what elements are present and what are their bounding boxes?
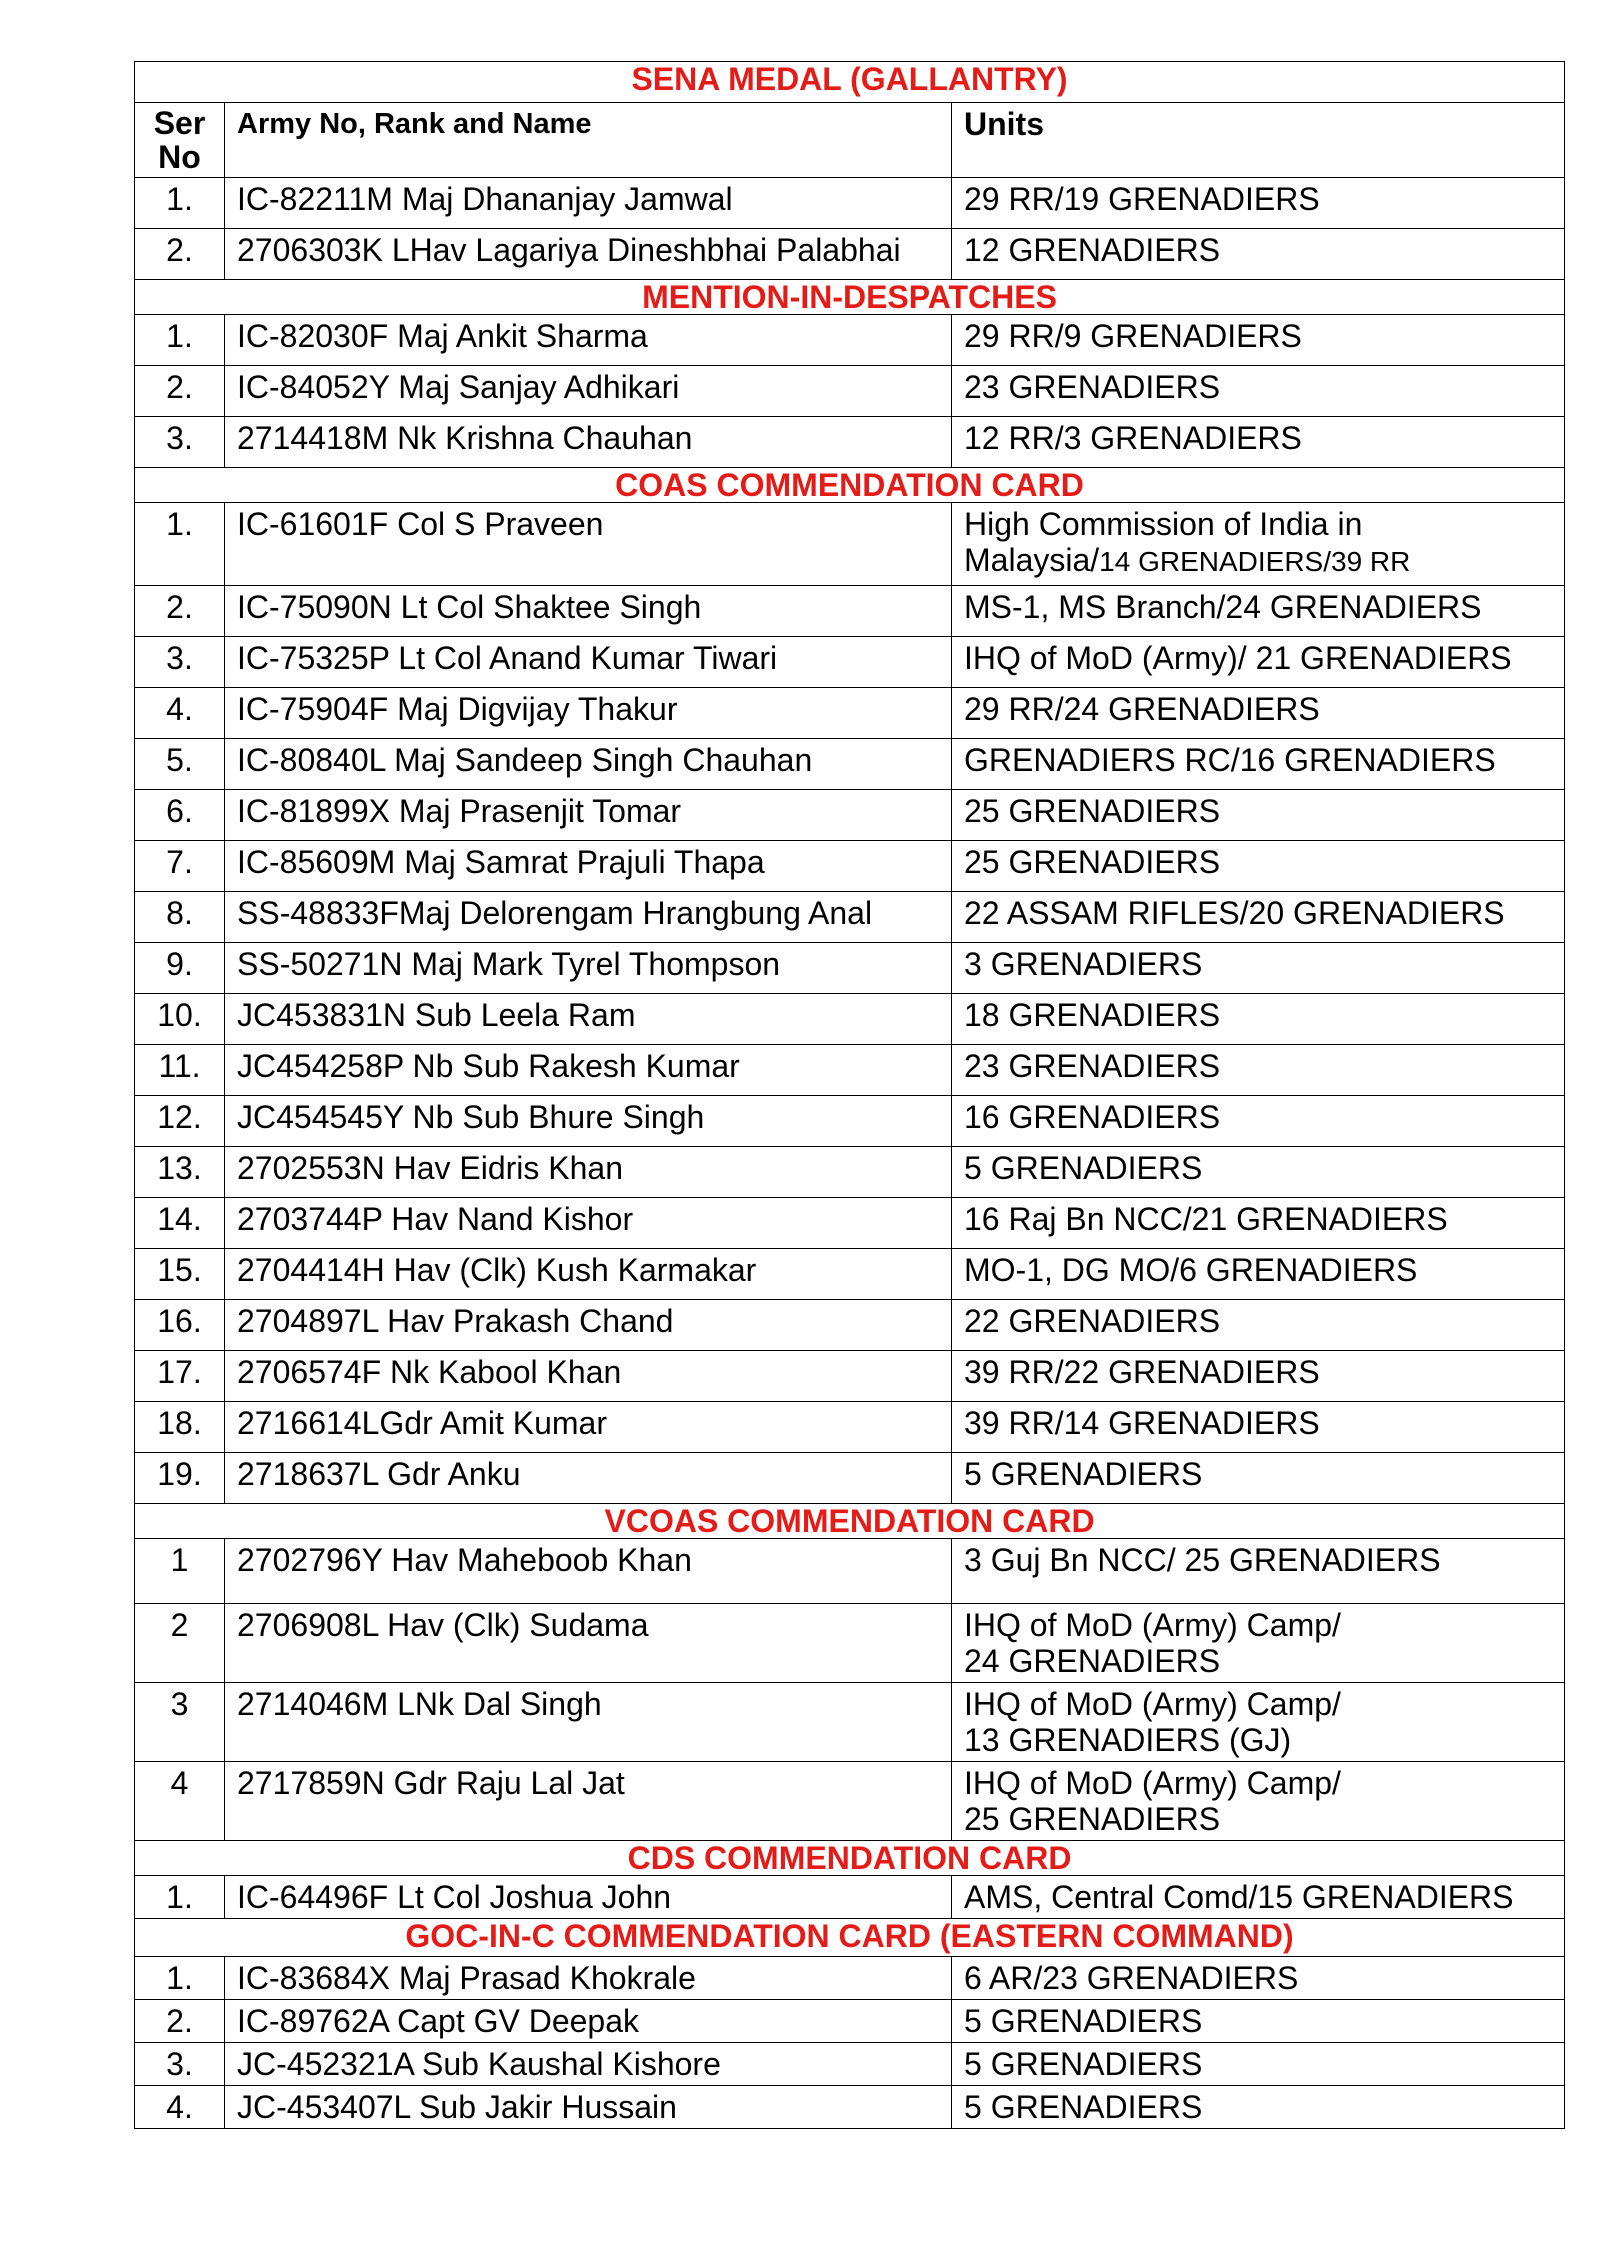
awards-table-body	[135, 62, 1565, 2129]
serial-number: 8.	[135, 892, 225, 943]
army-no-rank-name: IC-75904F Maj Digvijay Thakur	[225, 688, 952, 739]
serial-number: 3.	[135, 2043, 225, 2086]
unit: 39 RR/14 GRENADIERS	[952, 1402, 1565, 1453]
serial-number: 13.	[135, 1147, 225, 1198]
unit: 29 RR/24 GRENADIERS	[952, 688, 1565, 739]
unit-line-2: 24 GRENADIERS	[964, 1643, 1221, 1679]
table-row	[135, 1351, 1565, 1402]
unit-cell	[952, 1762, 1565, 1841]
table-row	[135, 586, 1565, 637]
unit-line-2: 25 GRENADIERS	[964, 1801, 1221, 1837]
army-no-rank-name: JC-452321A Sub Kaushal Kishore	[225, 2043, 952, 2086]
army-no-rank-name: 2704414H Hav (Clk) Kush Karmakar	[225, 1249, 952, 1300]
serial-number: 11.	[135, 1045, 225, 1096]
unit-line-2: 13 GRENADIERS (GJ)	[964, 1722, 1292, 1758]
table-row	[135, 1762, 1565, 1841]
serial-number: 19.	[135, 1453, 225, 1504]
table-row	[135, 1539, 1565, 1604]
unit-line-2-part-b: 14 GRENADIERS/39 RR	[1099, 546, 1411, 577]
army-no-rank-name: JC-453407L Sub Jakir Hussain	[225, 2086, 952, 2129]
army-no-rank-name: 2706574F Nk Kabool Khan	[225, 1351, 952, 1402]
army-no-rank-name: IC-81899X Maj Prasenjit Tomar	[225, 790, 952, 841]
army-no-rank-name: IC-83684X Maj Prasad Khokrale	[225, 1957, 952, 2000]
army-no-rank-name: IC-82211M Maj Dhananjay Jamwal	[225, 178, 952, 229]
table-row	[135, 637, 1565, 688]
section-title: VCOAS COMMENDATION CARD	[135, 1504, 1565, 1539]
unit-cell	[952, 1604, 1565, 1683]
unit-cell	[952, 1683, 1565, 1762]
section-header-row	[135, 1841, 1565, 1876]
table-row	[135, 790, 1565, 841]
unit: 25 GRENADIERS	[952, 841, 1565, 892]
army-no-rank-name: SS-48833FMaj Delorengam Hrangbung Anal	[225, 892, 952, 943]
unit-line-1: IHQ of MoD (Army) Camp/	[964, 1765, 1341, 1801]
table-row	[135, 178, 1565, 229]
unit: 18 GRENADIERS	[952, 994, 1565, 1045]
section-header-row	[135, 62, 1565, 103]
header-name: Army No, Rank and Name	[225, 103, 952, 178]
unit: 12 GRENADIERS	[952, 229, 1565, 280]
table-row	[135, 1876, 1565, 1919]
serial-number: 2	[135, 1604, 225, 1683]
section-title: SENA MEDAL (GALLANTRY)	[135, 62, 1565, 103]
serial-number: 5.	[135, 739, 225, 790]
unit: 5 GRENADIERS	[952, 2000, 1565, 2043]
unit: AMS, Central Comd/15 GRENADIERS	[952, 1876, 1565, 1919]
army-no-rank-name: 2706303K LHav Lagariya Dineshbhai Palabhai	[225, 229, 952, 280]
unit: 22 GRENADIERS	[952, 1300, 1565, 1351]
table-row	[135, 1453, 1565, 1504]
serial-number: 12.	[135, 1096, 225, 1147]
serial-number: 3	[135, 1683, 225, 1762]
awards-table	[134, 61, 1565, 2129]
table-row	[135, 1198, 1565, 1249]
army-no-rank-name: JC454545Y Nb Sub Bhure Singh	[225, 1096, 952, 1147]
army-no-rank-name: IC-61601F Col S Praveen	[225, 503, 952, 586]
table-row	[135, 366, 1565, 417]
army-no-rank-name: IC-85609M Maj Samrat Prajuli Thapa	[225, 841, 952, 892]
table-row	[135, 1604, 1565, 1683]
unit-line-1: IHQ of MoD (Army) Camp/	[964, 1607, 1341, 1643]
serial-number: 4.	[135, 2086, 225, 2129]
unit-cell	[952, 503, 1565, 586]
army-no-rank-name: 2718637L Gdr Anku	[225, 1453, 952, 1504]
section-title: CDS COMMENDATION CARD	[135, 1841, 1565, 1876]
section-header-row	[135, 1919, 1565, 1957]
table-row	[135, 841, 1565, 892]
unit: MO-1, DG MO/6 GRENADIERS	[952, 1249, 1565, 1300]
serial-number: 15.	[135, 1249, 225, 1300]
army-no-rank-name: IC-75090N Lt Col Shaktee Singh	[225, 586, 952, 637]
table-row	[135, 1402, 1565, 1453]
table-row	[135, 229, 1565, 280]
unit: 6 AR/23 GRENADIERS	[952, 1957, 1565, 2000]
table-row	[135, 739, 1565, 790]
table-row	[135, 943, 1565, 994]
army-no-rank-name: 2706908L Hav (Clk) Sudama	[225, 1604, 952, 1683]
serial-number: 1.	[135, 1957, 225, 2000]
army-no-rank-name: JC454258P Nb Sub Rakesh Kumar	[225, 1045, 952, 1096]
unit: 23 GRENADIERS	[952, 1045, 1565, 1096]
section-title: COAS COMMENDATION CARD	[135, 468, 1565, 503]
army-no-rank-name: IC-64496F Lt Col Joshua John	[225, 1876, 952, 1919]
table-row	[135, 315, 1565, 366]
table-row	[135, 892, 1565, 943]
unit: 5 GRENADIERS	[952, 1147, 1565, 1198]
army-no-rank-name: 2717859N Gdr Raju Lal Jat	[225, 1762, 952, 1841]
section-title: GOC-IN-C COMMENDATION CARD (EASTERN COMMAND)	[135, 1919, 1565, 1957]
army-no-rank-name: 2702553N Hav Eidris Khan	[225, 1147, 952, 1198]
army-no-rank-name: 2703744P Hav Nand Kishor	[225, 1198, 952, 1249]
table-row	[135, 1045, 1565, 1096]
army-no-rank-name: 2702796Y Hav Maheboob Khan	[225, 1539, 952, 1604]
header-units: Units	[952, 103, 1565, 178]
unit: 23 GRENADIERS	[952, 366, 1565, 417]
serial-number: 2.	[135, 229, 225, 280]
army-no-rank-name: JC453831N Sub Leela Ram	[225, 994, 952, 1045]
army-no-rank-name: 2704897L Hav Prakash Chand	[225, 1300, 952, 1351]
unit-line-1: High Commission of India in	[964, 506, 1363, 542]
unit: 29 RR/19 GRENADIERS	[952, 178, 1565, 229]
unit: 5 GRENADIERS	[952, 1453, 1565, 1504]
unit: 3 GRENADIERS	[952, 943, 1565, 994]
serial-number: 3.	[135, 637, 225, 688]
table-row	[135, 2043, 1565, 2086]
table-row	[135, 1957, 1565, 2000]
table-row	[135, 503, 1565, 586]
serial-number: 7.	[135, 841, 225, 892]
unit-line-1: 3 Guj Bn NCC/ 25 GRENADIERS	[964, 1542, 1441, 1578]
table-row	[135, 1300, 1565, 1351]
serial-number: 9.	[135, 943, 225, 994]
army-no-rank-name: IC-75325P Lt Col Anand Kumar Tiwari	[225, 637, 952, 688]
army-no-rank-name: 2716614LGdr Amit Kumar	[225, 1402, 952, 1453]
serial-number: 2.	[135, 366, 225, 417]
header-ser-no: Ser No	[135, 103, 225, 178]
column-header-row	[135, 103, 1565, 178]
unit: 29 RR/9 GRENADIERS	[952, 315, 1565, 366]
serial-number: 10.	[135, 994, 225, 1045]
serial-number: 17.	[135, 1351, 225, 1402]
army-no-rank-name: IC-84052Y Maj Sanjay Adhikari	[225, 366, 952, 417]
unit: 16 GRENADIERS	[952, 1096, 1565, 1147]
table-row	[135, 417, 1565, 468]
serial-number: 4.	[135, 688, 225, 739]
serial-number: 18.	[135, 1402, 225, 1453]
serial-number: 16.	[135, 1300, 225, 1351]
section-title: MENTION-IN-DESPATCHES	[135, 280, 1565, 315]
table-row	[135, 1147, 1565, 1198]
unit-cell	[952, 1539, 1565, 1604]
unit: 16 Raj Bn NCC/21 GRENADIERS	[952, 1198, 1565, 1249]
unit-line-2-part-a: Malaysia/	[964, 542, 1100, 578]
unit: MS-1, MS Branch/24 GRENADIERS	[952, 586, 1565, 637]
table-row	[135, 1096, 1565, 1147]
serial-number: 1.	[135, 1876, 225, 1919]
army-no-rank-name: 2714418M Nk Krishna Chauhan	[225, 417, 952, 468]
unit: GRENADIERS RC/16 GRENADIERS	[952, 739, 1565, 790]
army-no-rank-name: SS-50271N Maj Mark Tyrel Thompson	[225, 943, 952, 994]
unit: 22 ASSAM RIFLES/20 GRENADIERS	[952, 892, 1565, 943]
army-no-rank-name: IC-82030F Maj Ankit Sharma	[225, 315, 952, 366]
table-row	[135, 688, 1565, 739]
unit: IHQ of MoD (Army)/ 21 GRENADIERS	[952, 637, 1565, 688]
serial-number: 2.	[135, 586, 225, 637]
serial-number: 4	[135, 1762, 225, 1841]
serial-number: 1.	[135, 178, 225, 229]
section-header-row	[135, 468, 1565, 503]
table-row	[135, 2086, 1565, 2129]
unit: 12 RR/3 GRENADIERS	[952, 417, 1565, 468]
serial-number: 2.	[135, 2000, 225, 2043]
unit-line-2	[964, 542, 1552, 580]
serial-number: 14.	[135, 1198, 225, 1249]
serial-number: 1.	[135, 315, 225, 366]
unit: 5 GRENADIERS	[952, 2043, 1565, 2086]
unit: 25 GRENADIERS	[952, 790, 1565, 841]
serial-number: 6.	[135, 790, 225, 841]
unit: 5 GRENADIERS	[952, 2086, 1565, 2129]
army-no-rank-name: IC-80840L Maj Sandeep Singh Chauhan	[225, 739, 952, 790]
unit: 39 RR/22 GRENADIERS	[952, 1351, 1565, 1402]
unit-line-1: IHQ of MoD (Army) Camp/	[964, 1686, 1341, 1722]
serial-number: 1.	[135, 503, 225, 586]
army-no-rank-name: 2714046M LNk Dal Singh	[225, 1683, 952, 1762]
section-header-row	[135, 1504, 1565, 1539]
table-row	[135, 994, 1565, 1045]
army-no-rank-name: IC-89762A Capt GV Deepak	[225, 2000, 952, 2043]
table-row	[135, 2000, 1565, 2043]
serial-number: 3.	[135, 417, 225, 468]
table-row	[135, 1683, 1565, 1762]
section-header-row	[135, 280, 1565, 315]
table-row	[135, 1249, 1565, 1300]
serial-number: 1	[135, 1539, 225, 1604]
